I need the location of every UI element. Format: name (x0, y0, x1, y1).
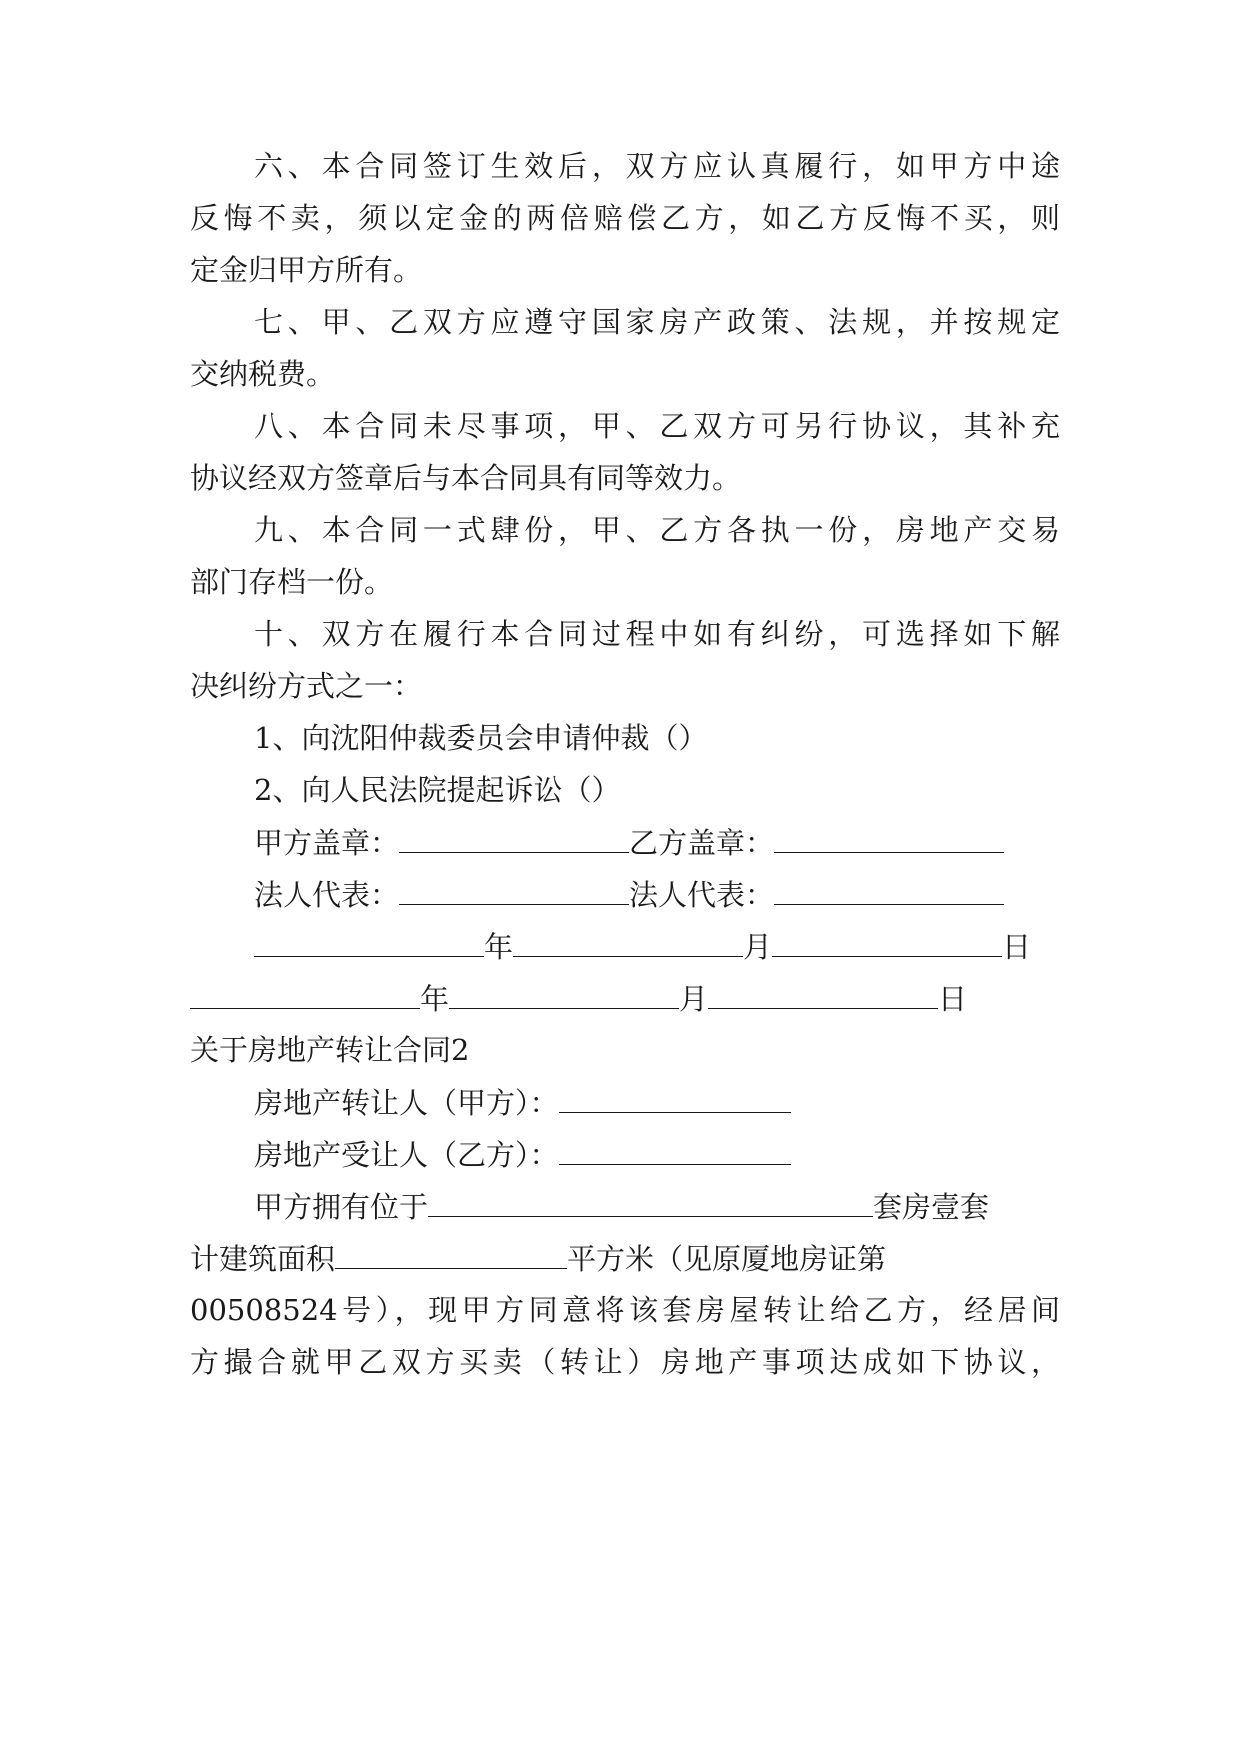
month-blank (449, 978, 679, 1009)
body-line-3: 00508524号），现甲方同意将该套房屋转让给乙方，经居间 (190, 1293, 1060, 1327)
dispute-option-2: 2、向人民法院提起诉讼（） (254, 773, 621, 807)
clause-9-line-1: 九、本合同一式肆份，甲、乙方各执一份，房地产交易 (254, 513, 1060, 547)
dispute-option-1: 1、向沈阳仲裁委员会申请仲裁（） (254, 721, 708, 755)
party-b-seal-blank (774, 822, 1004, 853)
clause-6-line-1: 六、本合同签订生效后，双方应认真履行，如甲方中途 (254, 149, 1060, 183)
area-blank (335, 1238, 567, 1269)
clause-6-line-3: 定金归甲方所有。 (190, 253, 423, 287)
transferor-label: 房地产转让人（甲方）： (254, 1086, 559, 1120)
year-blank (254, 926, 484, 957)
transferor-row (254, 1082, 1060, 1122)
date-row-a (254, 926, 1060, 966)
transferee-label: 房地产受让人（乙方）： (254, 1138, 559, 1172)
party-a-seal-blank (399, 822, 629, 853)
party-b-seal-label: 乙方盖章： (629, 826, 775, 860)
area-label: 计建筑面积 (190, 1242, 336, 1276)
day-label: 日 (938, 982, 968, 1016)
party-a-seal-label: 甲方盖章： (254, 826, 400, 860)
property-location-row (254, 1186, 1060, 1226)
clause-9-line-2: 部门存档一份。 (190, 565, 394, 599)
clause-7-line-2: 交纳税费。 (190, 357, 336, 391)
clause-10-line-1: 十、双方在履行本合同过程中如有纠纷，可选择如下解 (254, 617, 1060, 651)
day-label: 日 (1002, 930, 1032, 964)
legal-rep-row (254, 874, 1060, 914)
clause-10-line-2: 决纠纷方式之一： (190, 669, 423, 703)
legal-rep-b-blank (774, 874, 1004, 905)
clause-8-line-1: 八、本合同未尽事项，甲、乙双方可另行协议，其补充 (254, 409, 1060, 443)
legal-rep-b-label: 法人代表： (629, 878, 775, 912)
clause-6-line-2: 反悔不卖，须以定金的两倍赔偿乙方，如乙方反悔不买，则 (190, 201, 1060, 235)
clause-8-line-2: 协议经双方签章后与本合同具有同等效力。 (190, 461, 742, 495)
property-area-row (190, 1238, 1060, 1278)
section-title: 关于房地产转让合同2 (190, 1033, 470, 1067)
seal-row (254, 822, 1060, 862)
transferee-row (254, 1134, 1060, 1174)
year-blank (190, 978, 420, 1009)
year-label: 年 (484, 930, 514, 964)
property-location-label: 甲方拥有位于 (254, 1190, 429, 1224)
property-unit-text: 套房壹套 (873, 1190, 990, 1224)
month-label: 月 (743, 930, 773, 964)
year-label: 年 (420, 982, 450, 1016)
month-label: 月 (679, 982, 709, 1016)
transferee-blank (559, 1134, 791, 1165)
body-line-4: 方撮合就甲乙双方买卖（转让）房地产事项达成如下协议， (190, 1345, 1060, 1379)
legal-rep-a-blank (399, 874, 629, 905)
area-unit-text: 平方米（见原厦地房证第 (567, 1242, 887, 1276)
clause-7-line-1: 七、甲、乙双方应遵守国家房产政策、法规，并按规定 (254, 305, 1060, 339)
month-blank (513, 926, 743, 957)
property-location-blank (428, 1186, 873, 1217)
day-blank (708, 978, 938, 1009)
day-blank (772, 926, 1002, 957)
transferor-blank (559, 1082, 791, 1113)
date-row-b (190, 978, 1060, 1018)
legal-rep-a-label: 法人代表： (254, 878, 400, 912)
